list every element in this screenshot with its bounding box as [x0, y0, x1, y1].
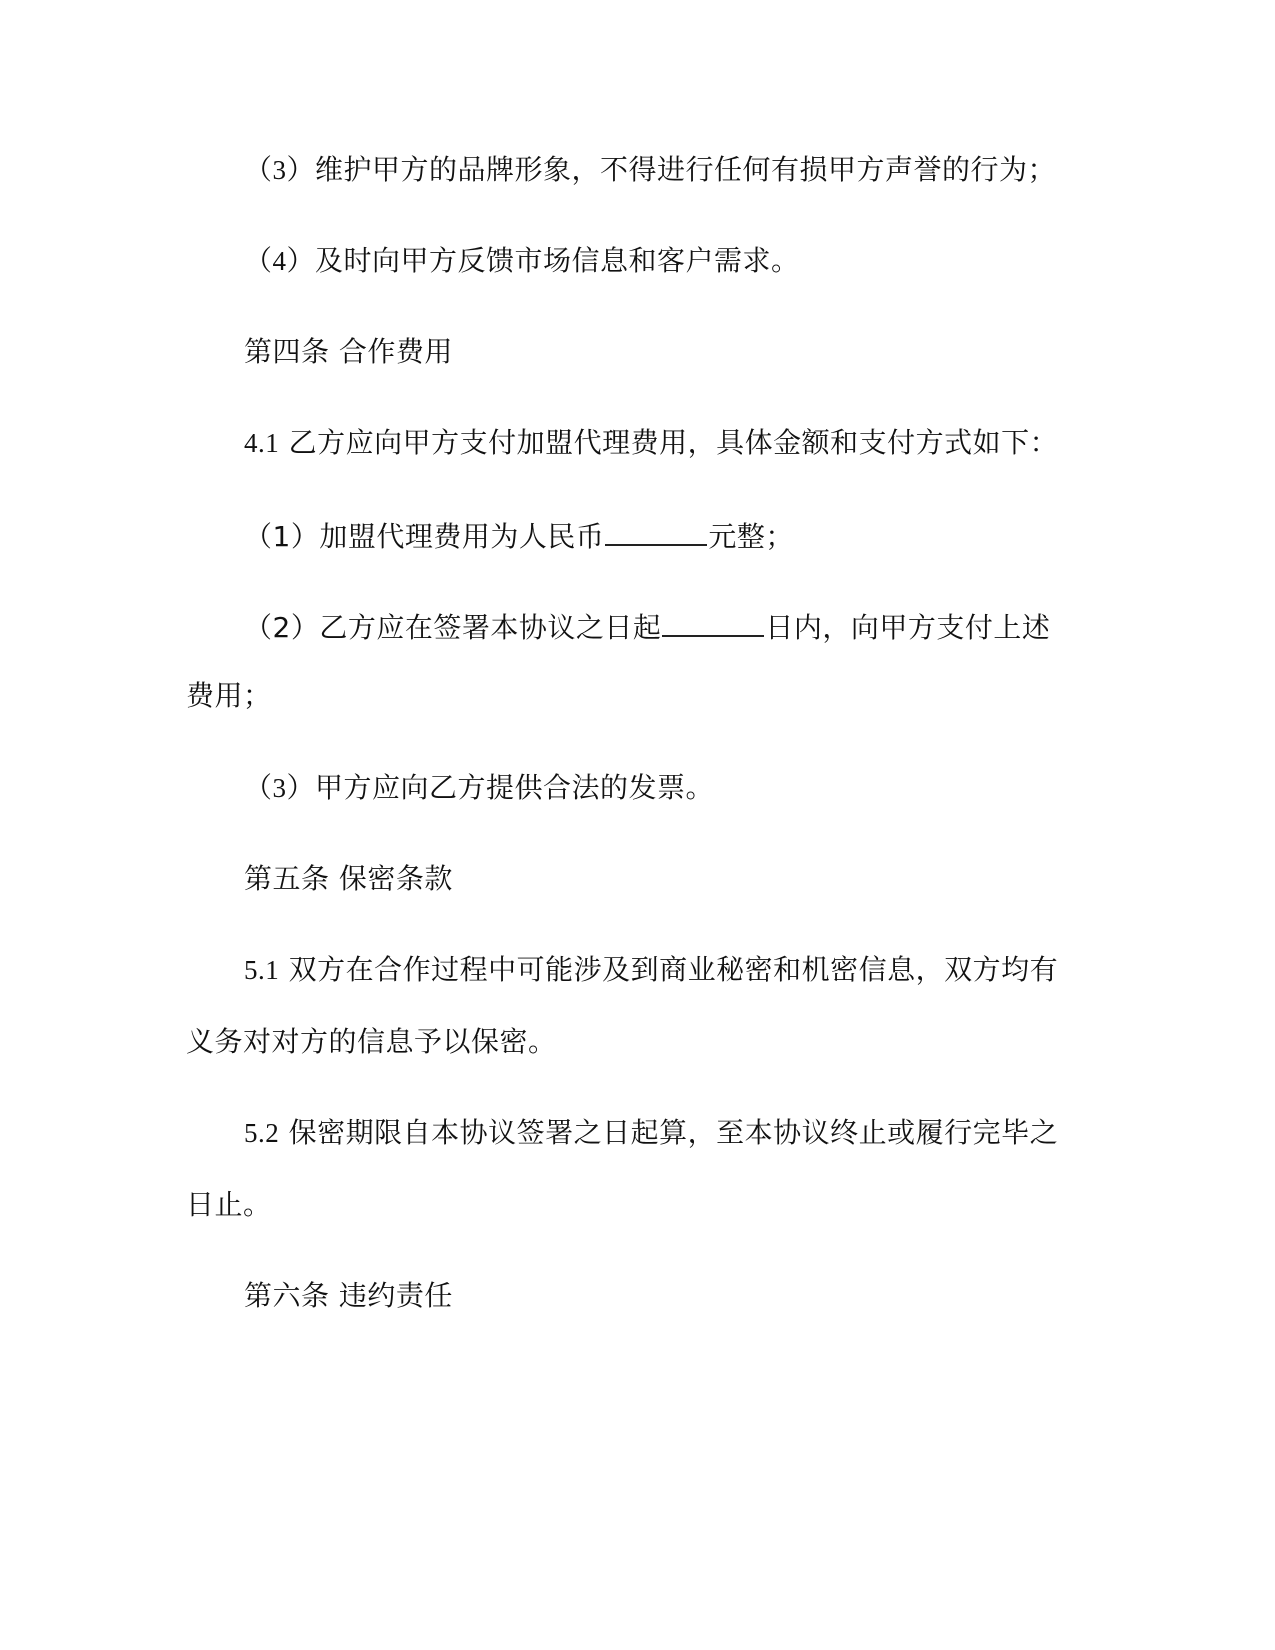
clause-5-1-continued: 义务对对方的信息予以保密。 [186, 1025, 557, 1058]
clause-4-1-2-continued: 费用； [186, 679, 272, 712]
amount-blank [605, 514, 707, 546]
days-blank [662, 605, 764, 637]
clause-5-1: 5.1 双方在合作过程中可能涉及到商业秘密和机密信息，双方均有 [244, 953, 1059, 986]
clause-4-1: 4.1 乙方应向甲方支付加盟代理费用，具体金额和支付方式如下： [244, 426, 1059, 459]
clause-4-1-1: （1）加盟代理费用为人民币 元整； [244, 514, 794, 557]
clause-4-1-3: （3）甲方应向乙方提供合法的发票。 [244, 771, 715, 804]
article-5-heading: 第五条 保密条款 [244, 862, 453, 895]
clause-3-4: （4）及时向甲方反馈市场信息和客户需求。 [244, 244, 800, 277]
clause-4-1-2: （2）乙方应在签署本协议之日起 日内，向甲方支付上述 [244, 605, 1050, 648]
article-4-heading: 第四条 合作费用 [244, 335, 453, 368]
clause-3-3: （3）维护甲方的品牌形象，不得进行任何有损甲方声誉的行为； [244, 153, 1057, 186]
article-6-heading: 第六条 违约责任 [244, 1279, 453, 1312]
clause-5-2: 5.2 保密期限自本协议签署之日起算，至本协议终止或履行完毕之 [244, 1116, 1059, 1149]
clause-5-2-continued: 日止。 [186, 1188, 272, 1221]
